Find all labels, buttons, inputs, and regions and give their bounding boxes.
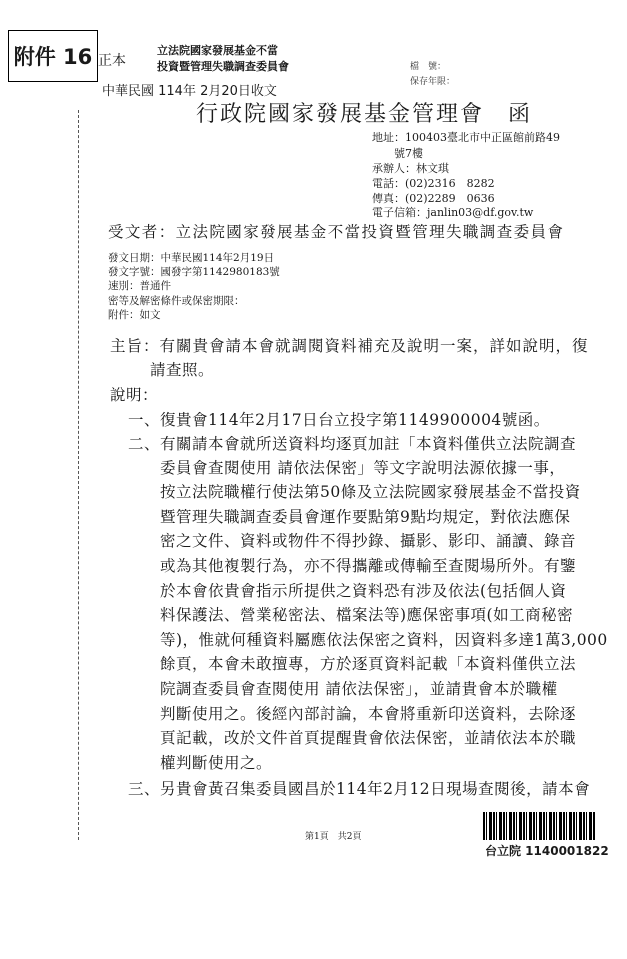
item-2-line: 等)，惟就何種資料屬應依法保密之資料，因資料多達1萬3,000	[160, 631, 608, 649]
item-2-line: 於本會依貴會指示所提供之資料恐有涉及依法(包括個人資	[160, 582, 567, 600]
addressee: 受文者：立法院國家發展基金不當投資暨管理失職調查委員會	[108, 223, 565, 241]
item-1: 一、復貴會114年2月17日台立投字第1149900004號函。	[128, 411, 550, 429]
barcode-image	[483, 812, 595, 840]
barcode-number: 台立院 1140001822	[485, 844, 609, 858]
contact-address-2: 號7樓	[394, 147, 423, 160]
item-2-line: 頁記載，改於文件首頁提醒貴會依法保密，並請依法本於職	[160, 729, 577, 747]
delivery-speed: 速別：普通件	[108, 280, 171, 292]
explanation-label: 說明：	[110, 386, 159, 404]
item-2-line: 餘頁，本會未敢擅專，方於逐頁資料記載「本資料僅供立法	[160, 655, 577, 673]
item-2-line: 密之文件、資料或物件不得抄錄、攝影、影印、誦讀、錄音	[160, 532, 577, 550]
item-2-line: 二、有關請本會就所送資料均逐頁加註「本資料僅供立法院調查	[128, 435, 577, 453]
document-title: 行政院國家發展基金管理會 函	[196, 102, 533, 127]
recipient-stamp-line-1: 立法院國家發展基金不當	[157, 44, 278, 57]
contact-fax: 傳真：(02)2289 0636	[372, 192, 495, 205]
item-2-line: 暨管理失職調查委員會運作要點第9點均規定，對依法應保	[160, 508, 571, 526]
contact-address: 地址：100403臺北市中正區館前路49	[372, 131, 560, 144]
recipient-stamp-line-2: 投資暨管理失職調查委員會	[157, 60, 289, 73]
attachment-info: 附件：如文	[108, 309, 161, 321]
item-2-line: 權判斷使用之。	[160, 754, 273, 772]
subject-line-2: 請查照。	[150, 361, 215, 379]
contact-handler: 承辦人：林文琪	[372, 162, 449, 175]
contact-email: 電子信箱：janlin03@df.gov.tw	[372, 206, 534, 219]
contact-phone: 電話：(02)2316 8282	[372, 177, 495, 190]
binding-line	[78, 110, 79, 840]
page-number: 第1頁 共2頁	[305, 832, 362, 842]
retention-period: 保存年限：	[410, 77, 456, 87]
item-2-line: 判斷使用之。後經內部討論，本會將重新印送資料，去除逐	[160, 705, 577, 723]
issue-number: 發文字號：國發字第1142980183號	[108, 266, 280, 278]
secrecy-level: 密等及解密條件或保密期限：	[108, 295, 245, 307]
issue-date: 發文日期：中華民國114年2月19日	[108, 252, 275, 264]
item-2-line: 或為其他複製行為，亦不得攜離或傳輸至查閱場所外。有鑒	[160, 557, 577, 575]
received-stamp: 中華民國 114年 2月20日收文	[102, 84, 277, 99]
item-3: 三、另貴會黃召集委員國昌於114年2月12日現場查閱後，請本會	[128, 780, 591, 798]
file-number: 檔 號：	[410, 62, 447, 72]
item-2-line: 院調查委員會查閱使用 請依法保密」，並請貴會本於職權	[160, 680, 558, 698]
item-2-line: 委員會查閱使用 請依法保密」等文字說明法源依據一事，	[160, 459, 566, 477]
attachment-label-box: 附件 16	[8, 30, 98, 82]
subject-line-1: 主旨：有關貴會請本會就調閱資料補充及說明一案，詳如說明，復	[110, 337, 589, 355]
item-2-line: 按立法院職權行使法第50條及立法院國家發展基金不當投資	[160, 483, 581, 501]
item-2-line: 料保護法、營業秘密法、檔案法等)應保密事項(如工商秘密	[160, 606, 574, 624]
copy-type: 正本	[98, 53, 126, 69]
